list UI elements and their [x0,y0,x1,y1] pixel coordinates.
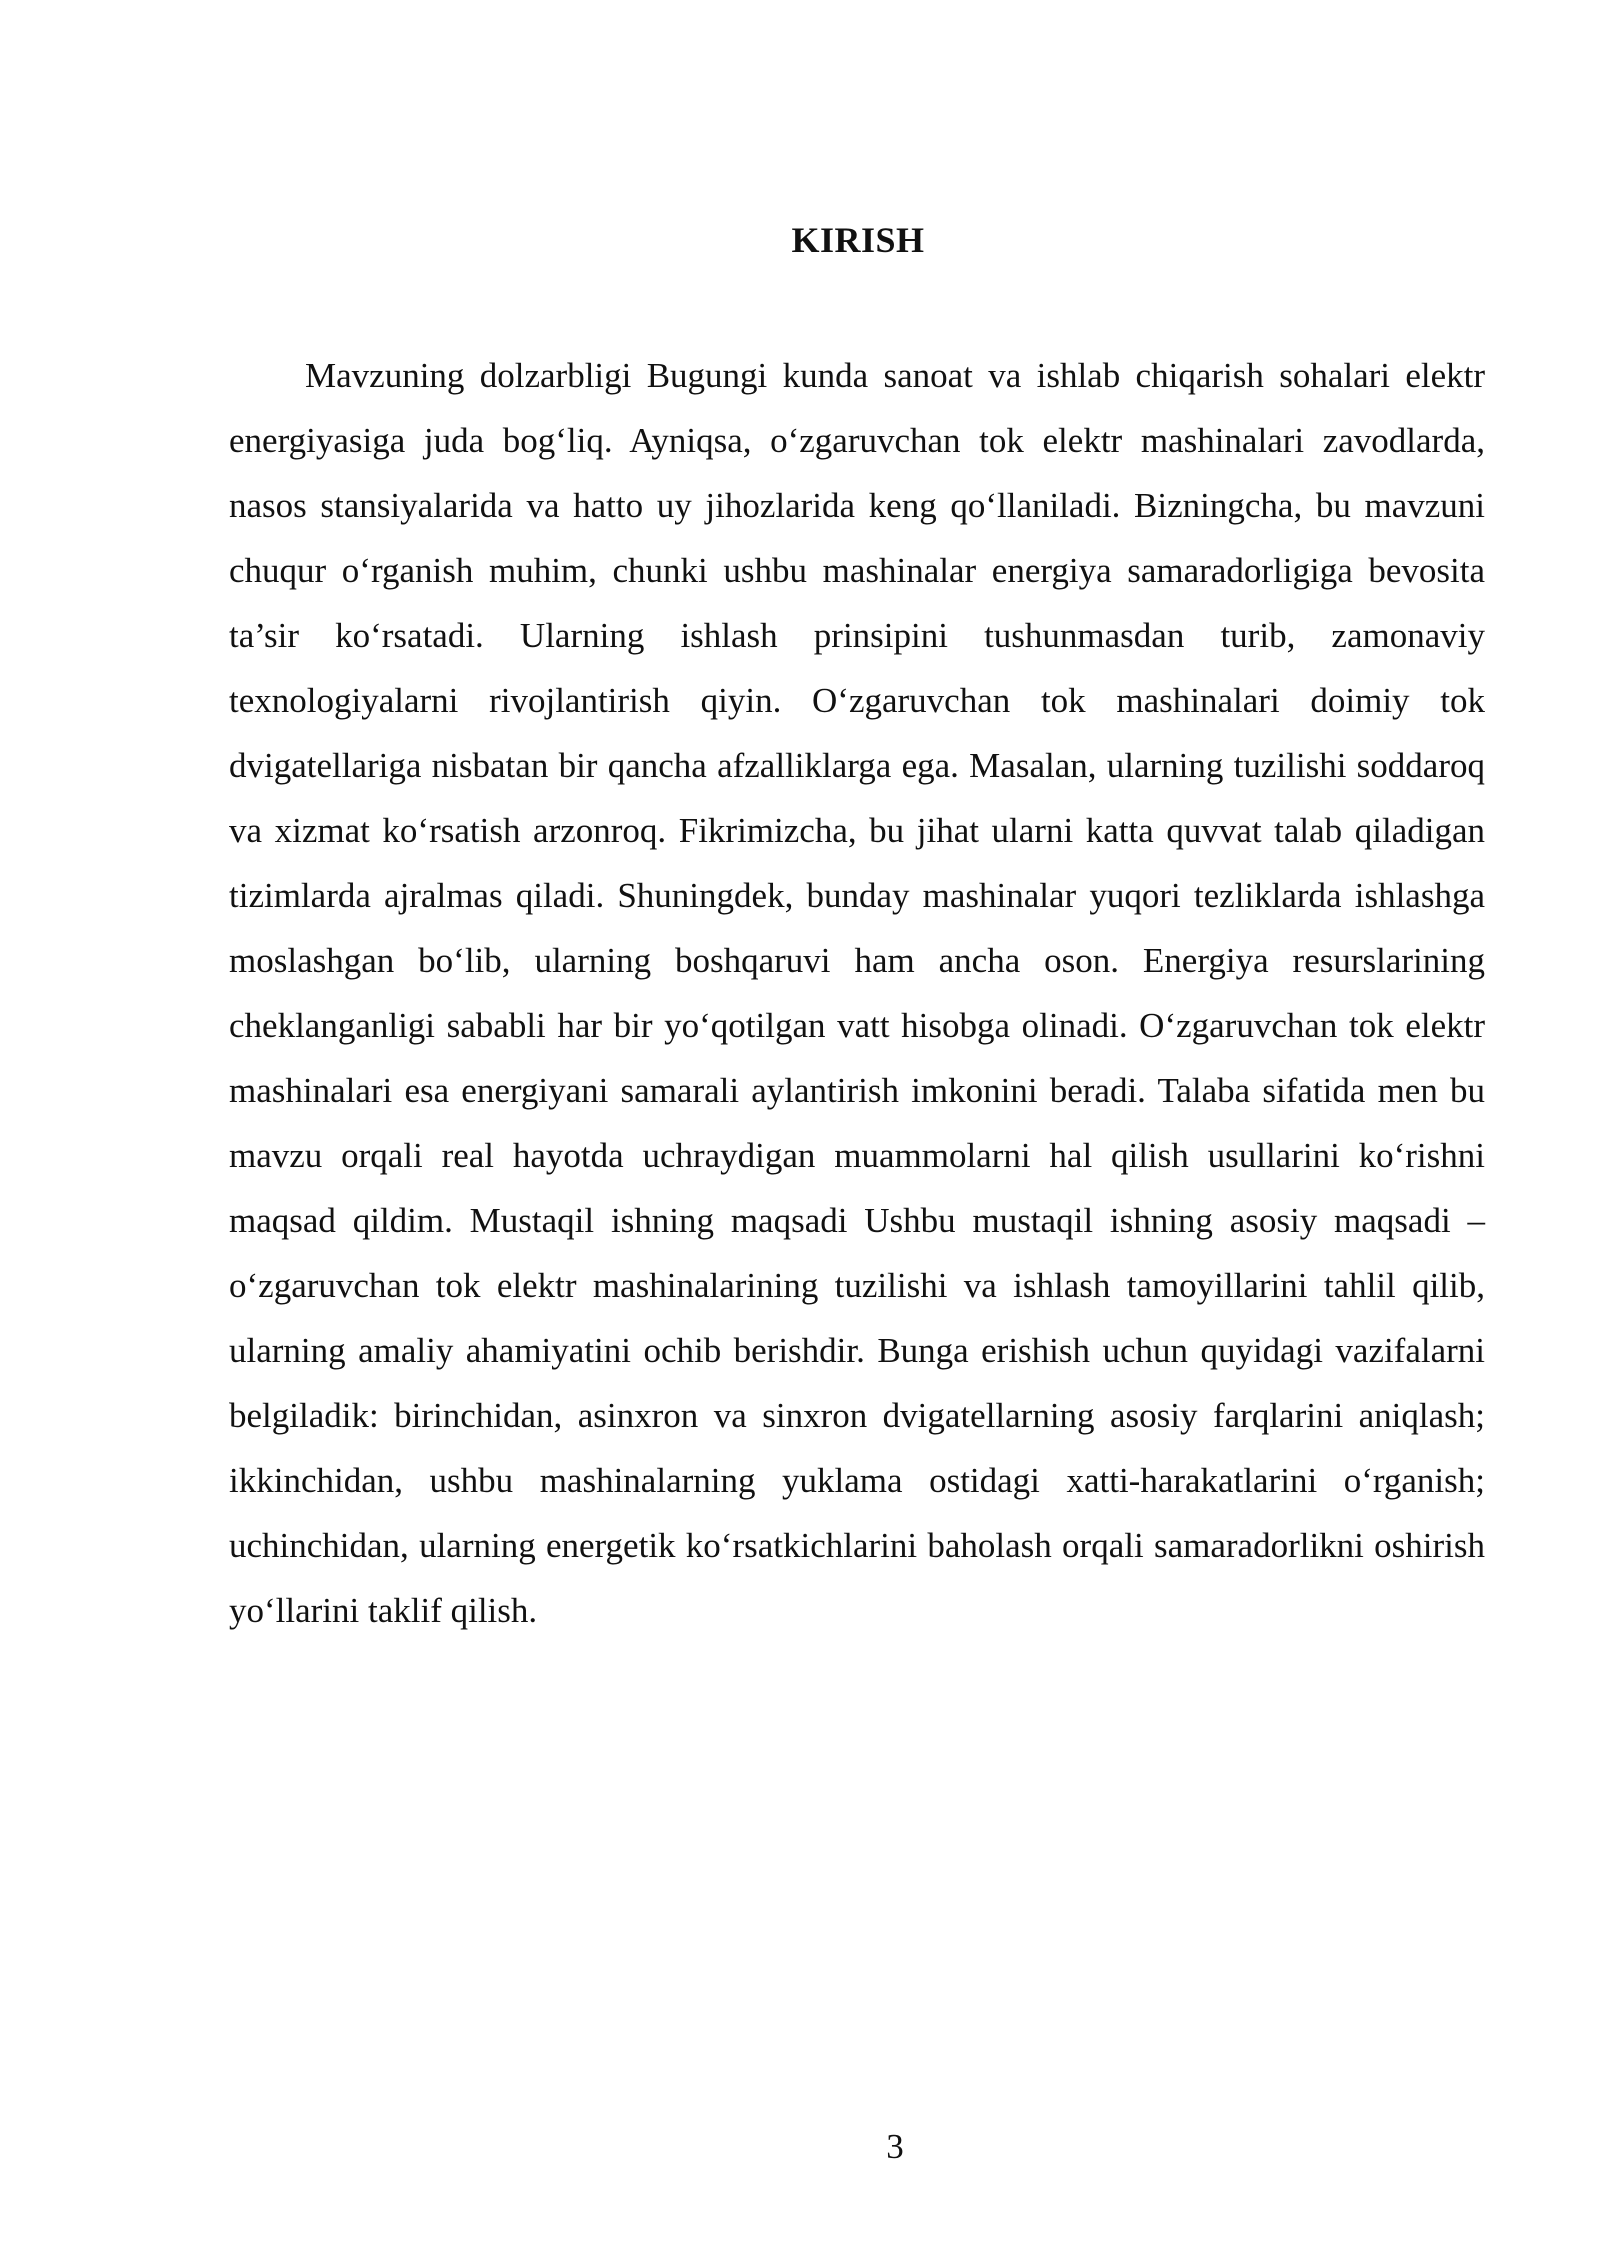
page-number: 3 [886,2127,904,2166]
body-paragraph: Mavzuning dolzarbligi Bugungi kunda sanoat va ishlab chiqarish sohalari elektr energiyasiga juda bog‘liq. Ayniqsa, o‘zgaruvchan tok elektr mashinalari zavodlarda, nasos stansiyalarida va hatto uy jihozlarida keng qo‘llaniladi. Bizningcha, bu mavzuni chuqur o‘rganish muhim, chunki ushbu mashinalar energiya samaradorligiga bevosita ta’sir ko‘rsatadi. Ularning ishlash prinsipini tushunmasdan turib, zamonaviy texnologiyalarni rivojlantirish qiyin. O‘zgaruvchan tok mashinalari doimiy tok dvigatellariga nisbatan bir qancha afzalliklarga ega. Masalan, ularning tuzilishi soddaroq va xizmat ko‘rsatish arzonroq. Fikrimizcha, bu jihat ularni katta quvvat talab qiladigan tizimlarda ajralmas qiladi. Shuningdek, bunday mashinalar yuqori tezliklarda ishlashga moslashgan bo‘lib, ularning boshqaruvi ham ancha oson. Energiya resurslarining cheklanganligi sababli har bir yo‘qotilgan vatt hisobga olinadi. O‘zgaruvchan tok elektr mashinalari esa energiyani samarali aylantirish imkonini beradi. Talaba sifatida men bu mavzu orqali real hayotda uchraydigan muammolarni hal qilish usullarini ko‘rishni maqsad qildim. Mustaqil ishning maqsadi Ushbu mustaqil ishning asosiy maqsadi – o‘zgaruvchan tok elektr mashinalarining tuzilishi va ishlash tamoyillarini tahlil qilib, ularning amaliy ahamiyatini ochib berishdir. Bunga erishish uchun quyidagi vazifalarni belgiladik: birinchidan, asinxron va sinxron dvigatellarning asosiy farqlarini aniqlash; ikkinchidan, ushbu mashinalarning yuklama ostidagi xatti-harakatlarini o‘rganish; uchinchidan, ularning energetik ko‘rsatkichlarini baholash orqali samaradorlikni oshirish yo‘llarini taklif qilish. [229,356,1485,1630]
section-heading: KIRISH [791,220,925,260]
